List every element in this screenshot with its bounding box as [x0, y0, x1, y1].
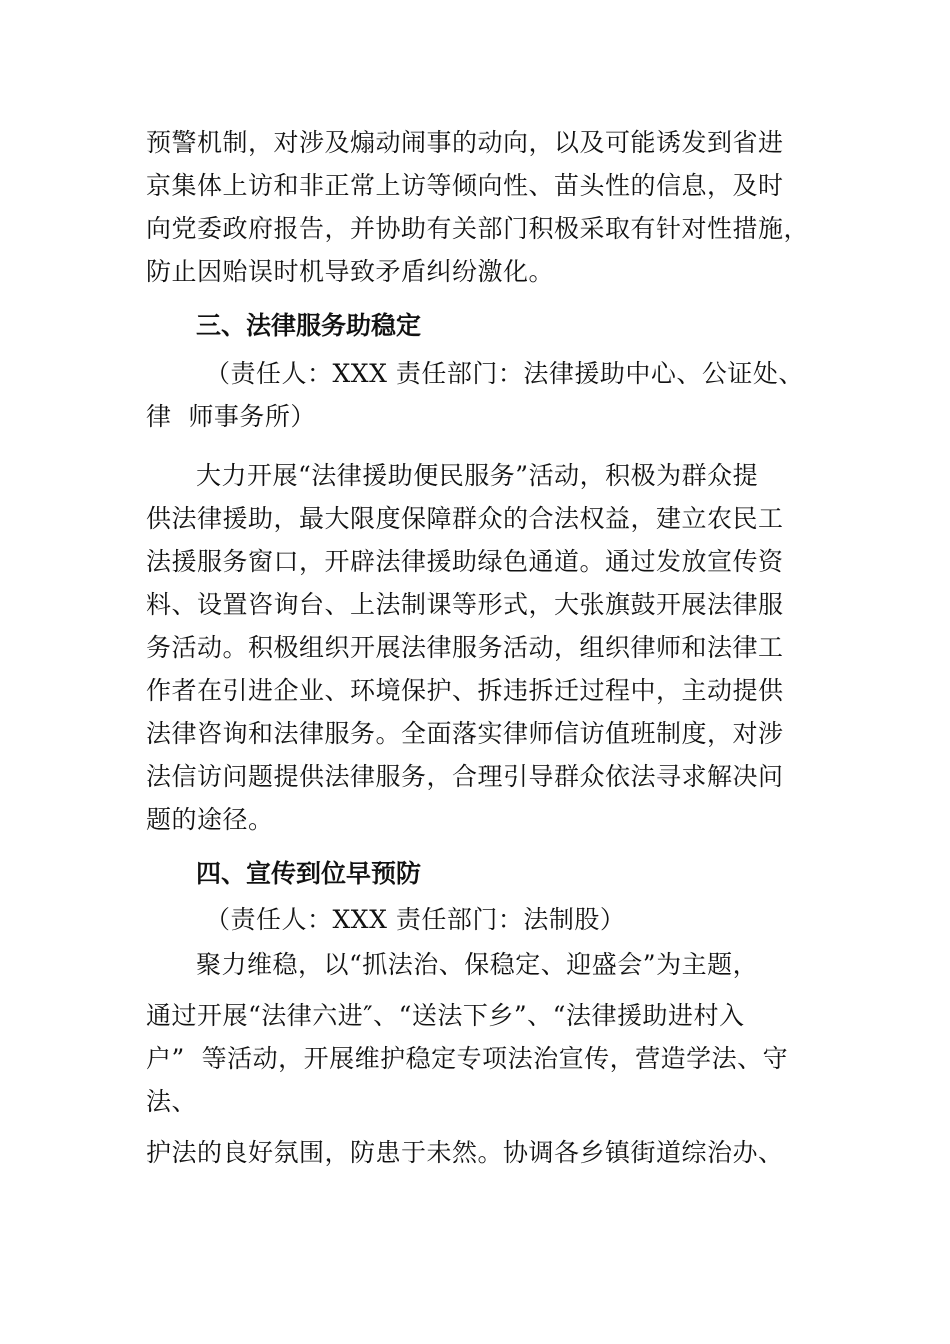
section4-heading: 四、宣传到位早预防: [196, 859, 422, 888]
section3-body-line-4: 料、设置咨询台、上法制课等形式，大张旗鼓开展法律服: [146, 590, 784, 619]
section3-body-line-6: 作者在引进企业、环境保护、拆违拆迁过程中，主动提供: [146, 676, 784, 705]
section3-body-line-9: 题的途径。: [146, 805, 274, 834]
section3-heading: 三、法律服务助稳定: [196, 311, 422, 340]
section3-responsibility-line-2: 律 师事务所）: [146, 402, 316, 431]
para1-line-4: 防止因贻误时机导致矛盾纠纷激化。: [146, 257, 555, 286]
section4-responsibility-line: （责任人：XXX 责任部门：法制股）: [205, 905, 626, 934]
section4-body-line-2: 通过开展“法律六进″、“送法下乡”、“法律援助进村入: [146, 1001, 745, 1030]
para1-line-2: 京集体上访和非正常上访等倾向性、苗头性的信息，及时: [146, 171, 784, 200]
section3-body-line-7: 法律咨询和法律服务。全面落实律师信访值班制度，对涉: [146, 719, 784, 748]
section3-body-line-5: 务活动。积极组织开展法律服务活动，组织律师和法律工: [146, 633, 784, 662]
section3-responsibility-line-1: （责任人：XXX 责任部门：法律援助中心、公证处、: [205, 359, 804, 388]
section4-body-line-3: 户” 等活动，开展维护稳定专项法治宣传，营造学法、守: [146, 1044, 789, 1073]
section3-body-line-3: 法援服务窗口，开辟法律援助绿色通道。通过发放宣传资: [146, 547, 784, 576]
section3-body-line-1: 大力开展“法律援助便民服务”活动，积极为群众提: [196, 461, 759, 490]
section4-body-line-4: 法、: [146, 1087, 198, 1116]
para1-line-3: 向党委政府报告，并协助有关部门积极采取有针对性措施，: [146, 214, 810, 243]
section3-body-line-8: 法信访问题提供法律服务，合理引导群众依法寻求解决问: [146, 762, 784, 791]
section4-body-line-5: 护法的良好氛围，防患于未然。协调各乡镇街道综治办、: [146, 1138, 784, 1167]
section4-body-line-1: 聚力维稳，以“抓法治、保稳定、迎盛会”为主题，: [196, 950, 759, 979]
para1-line-1: 预警机制，对涉及煽动闹事的动向，以及可能诱发到省进: [146, 128, 784, 157]
section3-body-line-2: 供法律援助，最大限度保障群众的合法权益，建立农民工: [146, 504, 784, 533]
